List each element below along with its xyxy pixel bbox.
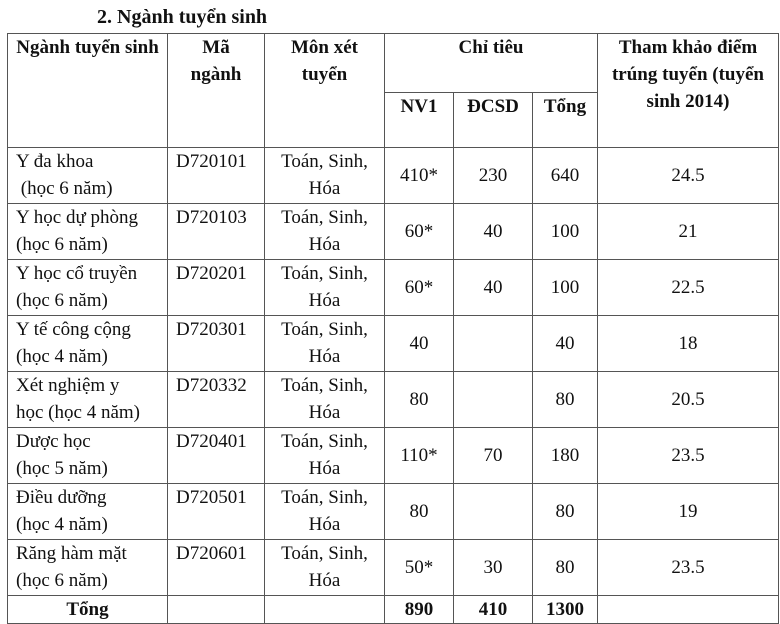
score-cell: 22.5 [598,260,779,316]
header-quota: Chỉ tiêu [385,34,598,93]
major-cell [8,484,168,540]
table-row [8,540,779,596]
score-cell: 23.5 [598,540,779,596]
score-cell: 24.5 [598,148,779,204]
total-cell: 40 [533,316,598,372]
major-cell [8,148,168,204]
dcsd-cell: 40 [454,204,533,260]
major-name: Xét nghiệm y [16,375,120,396]
table-row [8,428,779,484]
code-cell: D720301 [168,316,265,372]
major-name: Răng hàm mặt [16,543,127,564]
code-cell: D720101 [168,148,265,204]
header-nv1: NV1 [385,93,454,148]
total-cell: 640 [533,148,598,204]
totals-dcsd: 410 [454,596,533,624]
major-cell [8,540,168,596]
subjects-cell: Toán, Sinh, Hóa [265,316,385,372]
major-name: Điều dưỡng [16,487,107,508]
major-name: Y tế công cộng [16,319,131,340]
code-cell: D720201 [168,260,265,316]
dcsd-cell: 40 [454,260,533,316]
score-cell: 21 [598,204,779,260]
major-duration: (học 6 năm) [16,178,113,199]
section-title: 2. Ngành tuyển sinh [97,6,268,28]
dcsd-cell [454,372,533,428]
subjects-cell: Toán, Sinh, Hóa [265,540,385,596]
header-subjects: Môn xét tuyển [265,34,385,148]
score-cell: 23.5 [598,428,779,484]
major-duration: (học 6 năm) [16,570,108,591]
admissions-table [7,33,779,624]
dcsd-cell [454,316,533,372]
nv1-cell: 60* [385,204,454,260]
total-cell: 100 [533,204,598,260]
major-duration: (học 4 năm) [16,514,108,535]
subjects-cell: Toán, Sinh, Hóa [265,484,385,540]
subjects-cell: Toán, Sinh, Hóa [265,428,385,484]
major-duration: (học 6 năm) [16,290,108,311]
empty-cell [265,596,385,624]
header-score: Tham khảo điểm trúng tuyển (tuyển sinh 2014) [598,34,779,148]
table-row [8,316,779,372]
major-name: Dược học [16,431,91,452]
major-duration: học (học 4 năm) [16,402,140,423]
totals-nv1: 890 [385,596,454,624]
nv1-cell: 40 [385,316,454,372]
major-cell [8,204,168,260]
major-duration: (học 4 năm) [16,346,108,367]
major-duration: (học 5 năm) [16,458,108,479]
totals-label: Tổng [8,596,168,624]
subjects-cell: Toán, Sinh, Hóa [265,260,385,316]
major-cell [8,260,168,316]
header-total: Tổng [533,93,598,148]
dcsd-cell [454,484,533,540]
major-name: Y đa khoa [16,151,94,172]
dcsd-cell: 230 [454,148,533,204]
empty-cell [168,596,265,624]
subjects-cell: Toán, Sinh, Hóa [265,372,385,428]
nv1-cell: 50* [385,540,454,596]
score-cell: 20.5 [598,372,779,428]
code-cell: D720401 [168,428,265,484]
empty-cell [598,596,779,624]
total-cell: 80 [533,372,598,428]
subjects-cell: Toán, Sinh, Hóa [265,204,385,260]
header-dcsd: ĐCSD [454,93,533,148]
score-cell: 18 [598,316,779,372]
major-cell [8,316,168,372]
dcsd-cell: 30 [454,540,533,596]
totals-row [8,596,779,624]
nv1-cell: 110* [385,428,454,484]
nv1-cell: 80 [385,484,454,540]
score-cell: 19 [598,484,779,540]
table-row [8,204,779,260]
nv1-cell: 60* [385,260,454,316]
major-name: Y học dự phòng [16,207,138,228]
subjects-cell: Toán, Sinh, Hóa [265,148,385,204]
code-cell: D720332 [168,372,265,428]
totals-total: 1300 [533,596,598,624]
nv1-cell: 410* [385,148,454,204]
header-major: Ngành tuyển sinh [8,34,168,148]
table-row [8,484,779,540]
total-cell: 80 [533,484,598,540]
table-row [8,372,779,428]
code-cell: D720103 [168,204,265,260]
major-cell [8,428,168,484]
major-cell [8,372,168,428]
code-cell: D720601 [168,540,265,596]
code-cell: D720501 [168,484,265,540]
dcsd-cell: 70 [454,428,533,484]
total-cell: 180 [533,428,598,484]
table-row [8,260,779,316]
table-row [8,148,779,204]
total-cell: 100 [533,260,598,316]
major-name: Y học cổ truyền [16,263,138,284]
total-cell: 80 [533,540,598,596]
header-code: Mã ngành [168,34,265,148]
major-duration: (học 6 năm) [16,234,108,255]
nv1-cell: 80 [385,372,454,428]
